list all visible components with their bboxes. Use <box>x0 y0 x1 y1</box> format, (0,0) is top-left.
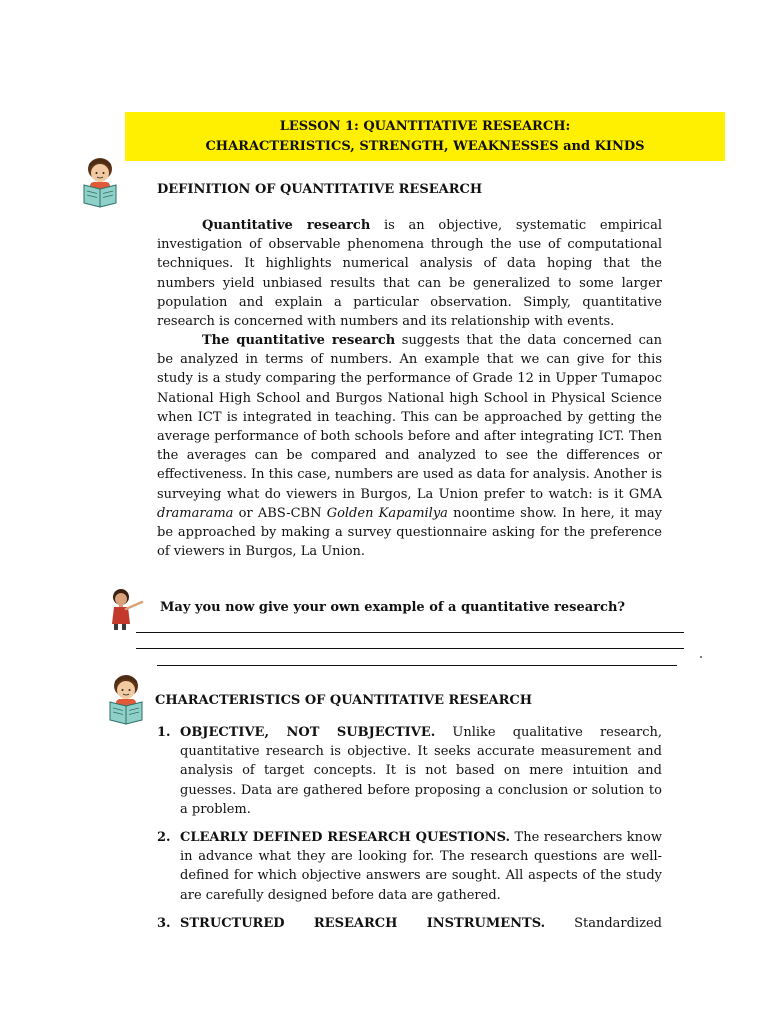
italic-dramarama: dramarama <box>157 505 234 521</box>
list-item-number: 2. <box>157 830 171 846</box>
list-item-number: 3. <box>157 915 171 931</box>
definition-paragraph-2 <box>157 331 662 561</box>
paragraph-2-text-a: suggests that the data concerned can be analyzed in terms of numbers. An example that we can give for this study is a study comparing the performance of Grade 12 in Upper Tumapoc National High School and Burgos National high School in Physical Science when ICT is integrated in teaching. This can be approached by getting the average performance of both schools before and after integrating ICT. Then the averages can be compared and analyzed to see the differences or effectiveness. In this case, numbers are used as data for analysis. Another is surveying what do viewers in Burgos, La Union prefer to watch: is it GMA <box>157 333 662 502</box>
reading-boy-icon <box>78 155 122 211</box>
lesson-title-line-1: LESSON 1: QUANTITATIVE RESEARCH: <box>279 119 571 134</box>
italic-golden-kapamilya: Golden Kapamilya <box>326 505 448 521</box>
definition-paragraph-1 <box>157 216 662 331</box>
list-item-text: Unlike qualitative research, quantitative research is objective. It seeks accurate measurement and analysis of target concepts. It is not based on mere intuition and guesses. Data are gathered before proposing a conclusion or solution to a problem. <box>180 725 662 817</box>
lesson-title-line-2: CHARACTERISTICS, STRENGTH, WEAKNESSES and KINDS <box>205 139 645 154</box>
lesson-title-banner <box>125 112 725 161</box>
term-the-quantitative-research: The quantitative research <box>202 333 396 348</box>
characteristics-heading: CHARACTERISTICS OF QUANTITATIVE RESEARCH <box>155 693 533 708</box>
list-item-text: The researchers know in advance what they are looking for. The research questions are well-defined for which objective answers are sought. All aspects of the study are carefully designed before data are gathered. <box>180 830 662 903</box>
list-item-title: CLEARLY DEFINED RESEARCH QUESTIONS. <box>180 830 511 846</box>
definition-paragraph-1-text: is an objective, systematic empirical investigation of observable phenomena through the use of computational techniques. It highlights numerical analysis of data hoping that the numbers yield unbiased results that can be generalized to some larger population and explain a particular observation. Simply, quantitative research is concerned with numbers and its relationship with events. <box>157 218 662 330</box>
example-prompt-question: May you now give your own example of a quantitative research? <box>160 600 626 615</box>
term-quantitative-research: Quantitative research <box>202 218 371 233</box>
list-item-number: 1. <box>157 725 171 740</box>
teacher-pointing-icon <box>108 588 146 630</box>
list-item <box>157 723 662 819</box>
answer-line-1 <box>136 632 684 633</box>
answer-line-2 <box>136 648 684 649</box>
list-item-title: STRUCTURED RESEARCH INSTRUMENTS. <box>180 915 546 931</box>
paragraph-2-text-b: or ABS-CBN <box>233 505 327 521</box>
characteristics-list <box>157 723 662 942</box>
list-item <box>157 828 662 905</box>
list-item-text: Standardized <box>545 915 662 931</box>
answer-line-3 <box>157 665 677 666</box>
definition-heading: DEFINITION OF QUANTITATIVE RESEARCH <box>157 182 483 197</box>
list-item <box>157 914 662 933</box>
stray-dot <box>700 656 702 658</box>
list-item-title: OBJECTIVE, NOT SUBJECTIVE. <box>180 725 436 740</box>
paragraph-2-text-c: noontime show. In here, it may be approached by making a survey questionnaire asking for the preference of viewers in Burgos, La Union. <box>157 505 662 560</box>
reading-boy-icon <box>104 672 148 728</box>
